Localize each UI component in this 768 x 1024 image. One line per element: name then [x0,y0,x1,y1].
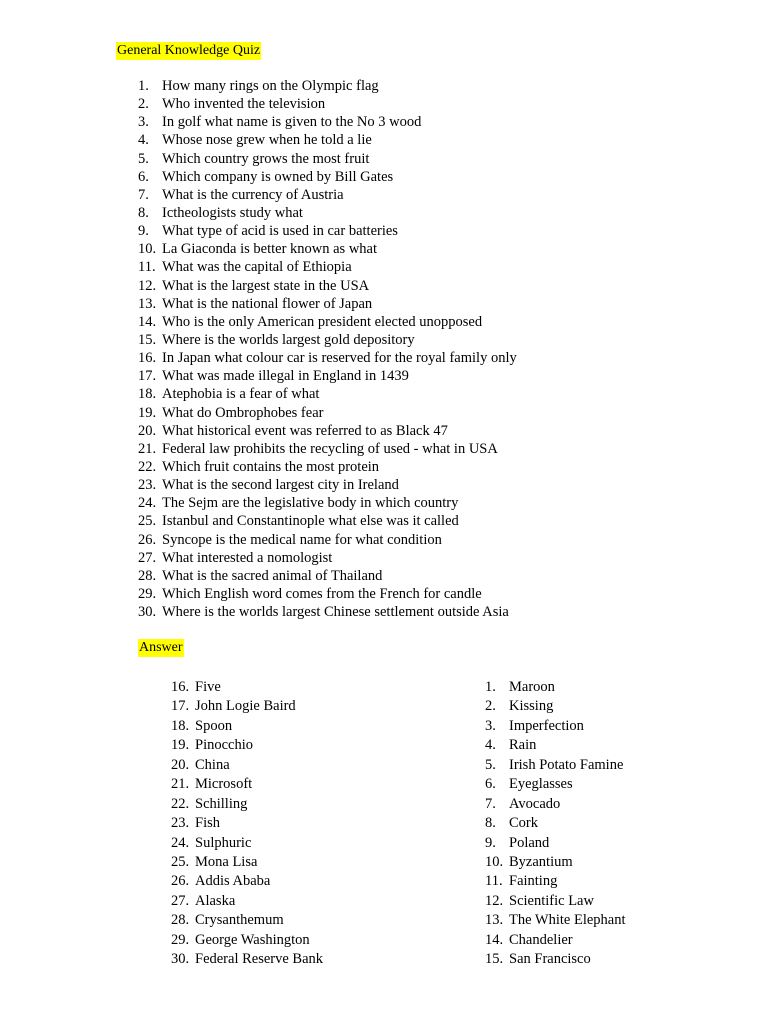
answer-item [171,795,323,814]
answer-item-text: Eyeglasses [509,776,573,793]
answer-item [171,911,323,930]
answer-item [485,795,626,814]
question-list [138,77,517,621]
question-item-text: What do Ombrophobes fear [162,404,324,421]
answer-item [171,834,323,853]
question-item [138,531,517,549]
question-item-text: Which country grows the most fruit [162,150,370,167]
question-item-text: Istanbul and Constantinople what else was it called [162,513,459,530]
answer-item-text: Schilling [195,795,248,812]
answer-item [485,736,626,755]
answer-item-number: 6. [485,776,496,793]
answer-item-number: 11. [485,873,503,890]
answer-item-number: 30. [171,951,190,964]
answer-item-number: 19. [171,737,190,754]
question-item-text: What historical event was referred to as Black 47 [162,422,448,439]
answer-item-text: San Francisco [509,951,591,964]
question-item [138,476,517,494]
answer-item [485,853,626,872]
answer-item [171,950,323,964]
question-item-number: 5. [138,150,149,167]
question-item [138,440,517,458]
question-item [138,567,517,585]
answer-item-number: 7. [485,795,496,812]
question-item-number: 28. [138,567,157,584]
answer-item-number: 28. [171,912,190,929]
answer-item-text: Rain [509,737,537,754]
question-item [138,494,517,512]
question-item-number: 4. [138,132,149,149]
question-item-text: Whose nose grew when he told a lie [162,132,372,149]
answer-item-number: 16. [171,679,190,695]
answer-item-number: 4. [485,737,496,754]
answer-list-right [485,678,626,964]
answer-item-text: Cork [509,815,538,832]
answer-item-number: 13. [485,912,504,929]
answer-item-text: Addis Ababa [195,873,271,890]
answer-item [485,814,626,833]
question-item-number: 16. [138,350,157,367]
answer-item [485,911,626,930]
question-item [138,77,517,95]
question-item [138,168,517,186]
question-item-text: What is the second largest city in Ireland [162,477,399,494]
question-item-number: 7. [138,186,149,203]
question-item-number: 24. [138,495,157,512]
answer-item-number: 2. [485,698,496,715]
answer-item-number: 29. [171,931,190,948]
answer-item [485,892,626,911]
question-item-text: Atephobia is a fear of what [162,386,320,403]
question-item-number: 11. [138,259,156,276]
question-item-number: 8. [138,204,149,221]
question-item [138,277,517,295]
answer-item-text: Crysanthemum [195,912,284,929]
answer-item-text: Scientific Law [509,892,594,909]
question-item-text: Who is the only American president elected unopposed [162,313,483,330]
answer-item-number: 10. [485,853,504,870]
answer-item [171,756,323,775]
question-item-text: What is the national flower of Japan [162,295,373,312]
answer-item [485,717,626,736]
answer-item-number: 20. [171,756,190,773]
question-item-number: 21. [138,440,157,457]
question-item [138,385,517,403]
question-item [138,295,517,313]
answer-item-number: 15. [485,951,504,964]
answer-item-number: 18. [171,717,190,734]
question-item-text: Ictheologists study what [162,204,303,221]
question-item-text: Where is the worlds largest gold depository [162,331,415,348]
question-item-text: What type of acid is used in car batteries [162,223,398,240]
question-item [138,512,517,530]
question-item-number: 6. [138,168,149,185]
question-item [138,258,517,276]
answer-item [171,697,323,716]
question-item-number: 26. [138,531,157,548]
question-item-number: 12. [138,277,157,294]
answer-item-number: 17. [171,698,190,715]
answer-item-text: Fainting [509,873,558,890]
answer-item [171,814,323,833]
answer-item-text: Federal Reserve Bank [195,951,324,964]
question-item-number: 20. [138,422,157,439]
answer-item [485,775,626,794]
question-item [138,549,517,567]
answer-item-text: Fish [195,815,220,832]
answer-heading: Answer [139,640,183,655]
answer-item [171,717,323,736]
answer-item-text: Microsoft [195,776,253,793]
question-item-text: In golf what name is given to the No 3 wood [162,114,422,131]
answer-item-text: George Washington [195,931,310,948]
answer-item [171,853,323,872]
question-item [138,404,517,422]
question-item-number: 10. [138,241,157,258]
question-item-number: 9. [138,223,149,240]
question-item-number: 25. [138,513,157,530]
quiz-title: General Knowledge Quiz [117,43,261,58]
question-item [138,313,517,331]
answer-item [485,950,626,964]
question-item-text: Which fruit contains the most protein [162,458,380,475]
question-item-text: What interested a nomologist [162,549,333,566]
answer-item-text: Chandelier [509,931,573,948]
answer-item-text: Maroon [509,679,555,695]
question-item-number: 15. [138,331,157,348]
question-item [138,422,517,440]
answer-item-number: 12. [485,892,504,909]
question-item [138,113,517,131]
answer-item-text: Poland [509,834,550,851]
question-item-text: Federal law prohibits the recycling of used - what in USA [162,440,498,457]
question-item-number: 14. [138,313,157,330]
question-item-number: 19. [138,404,157,421]
answer-item-number: 26. [171,873,190,890]
question-item-text: In Japan what colour car is reserved for the royal family only [162,350,517,367]
question-item [138,585,517,603]
question-item-number: 22. [138,458,157,475]
answer-item-text: Mona Lisa [195,853,258,870]
question-item [138,222,517,240]
question-item-text: What is the currency of Austria [162,186,344,203]
answer-item-number: 21. [171,776,190,793]
question-item [138,603,517,621]
answer-item-text: Byzantium [509,853,573,870]
answer-item-number: 3. [485,717,496,734]
answer-item [171,736,323,755]
answer-item [485,678,626,697]
question-item-text: Who invented the television [162,96,326,113]
answer-item-text: Pinocchio [195,737,253,754]
answer-item-number: 14. [485,931,504,948]
answer-item [485,697,626,716]
question-item-number: 17. [138,368,157,385]
question-item-number: 29. [138,585,157,602]
answer-item [485,872,626,891]
answer-item [171,931,323,950]
question-item [138,150,517,168]
answer-item-number: 8. [485,815,496,832]
question-item [138,349,517,367]
answer-item-text: Spoon [195,717,233,734]
answer-item-number: 25. [171,853,190,870]
question-item [138,458,517,476]
answer-item-number: 5. [485,756,496,773]
question-item-text: How many rings on the Olympic flag [162,78,379,94]
answer-item-number: 24. [171,834,190,851]
question-item-text: La Giaconda is better known as what [162,241,378,258]
answer-item-text: Avocado [509,795,561,812]
answer-item-text: The White Elephant [509,912,626,929]
answer-list-left [171,678,323,964]
answer-item [485,931,626,950]
question-item [138,204,517,222]
answer-item-text: Imperfection [509,717,584,734]
question-item-number: 18. [138,386,157,403]
question-item [138,240,517,258]
question-item-number: 13. [138,295,157,312]
question-item [138,331,517,349]
question-item-text: Which English word comes from the French for candle [162,585,482,602]
answer-item-text: China [195,756,230,773]
question-item-number: 27. [138,549,157,566]
answer-item-text: Sulphuric [195,834,252,851]
answer-item [171,892,323,911]
answer-item-number: 1. [485,679,496,695]
question-item-number: 3. [138,114,149,131]
answer-item-number: 22. [171,795,190,812]
question-item-text: What is the sacred animal of Thailand [162,567,383,584]
answer-item [171,775,323,794]
question-item [138,367,517,385]
answer-item-text: John Logie Baird [195,698,296,715]
answer-item-number: 9. [485,834,496,851]
question-item-text: What is the largest state in the USA [162,277,370,294]
question-item-text: What was made illegal in England in 1439 [162,368,409,385]
question-item [138,131,517,149]
answer-item [171,678,323,697]
answer-item-text: Irish Potato Famine [509,756,624,773]
answer-item-text: Kissing [509,698,554,715]
question-item-text: The Sejm are the legislative body in which country [162,495,459,512]
question-item-number: 23. [138,477,157,494]
question-item-number: 2. [138,96,149,113]
question-item-text: Which company is owned by Bill Gates [162,168,394,185]
answer-item [485,834,626,853]
answer-item-text: Alaska [195,892,236,909]
question-item [138,186,517,204]
answer-item-number: 23. [171,815,190,832]
question-item-number: 30. [138,604,157,621]
question-item [138,95,517,113]
answer-item-text: Five [195,679,221,695]
answer-item-number: 27. [171,892,190,909]
answer-item [485,756,626,775]
question-item-text: Where is the worlds largest Chinese settlement outside Asia [162,604,509,621]
question-item-text: Syncope is the medical name for what condition [162,531,442,548]
answer-item [171,872,323,891]
question-item-text: What was the capital of Ethiopia [162,259,352,276]
question-item-number: 1. [138,78,149,94]
